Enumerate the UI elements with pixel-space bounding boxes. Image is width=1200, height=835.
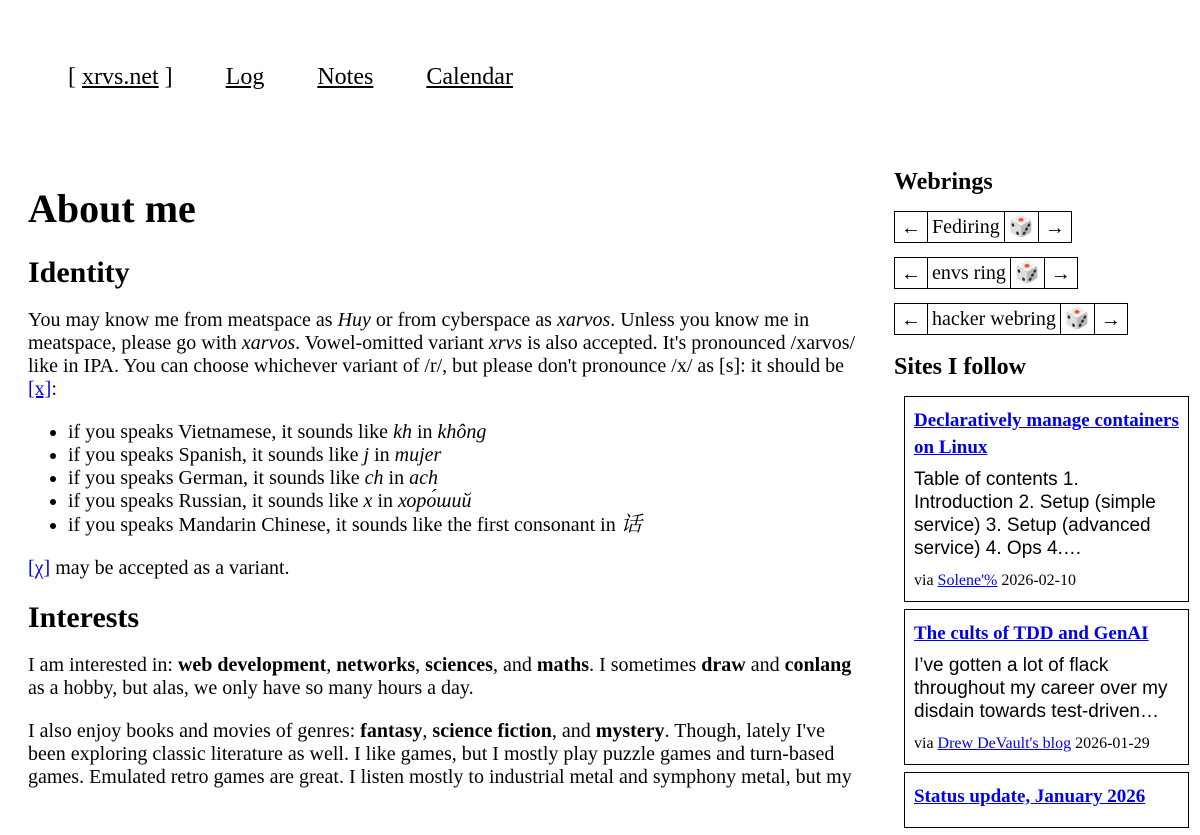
top-navigation [68, 63, 560, 91]
prev-site-button[interactable]: ← [895, 212, 928, 242]
next-site-button[interactable]: → [1100, 309, 1121, 331]
feed-title-link[interactable]: Declaratively manage containers on Linux [914, 410, 1179, 458]
random-site-dice-icon[interactable]: 🎲 [1011, 258, 1045, 288]
feed-source-link[interactable]: Solene'% [937, 572, 998, 589]
feed-date: 2026-01-29 [1075, 735, 1150, 752]
feed-summary: Table of contents 1. Introduction 2. Setup (simple service) 3. Setup (advanced service) 4. Ops 4.… [914, 469, 1156, 559]
variant-paragraph: [χ] may be accepted as a variant. [28, 557, 290, 579]
list-item: • if you speaks German, it sounds like ch in ach [68, 467, 858, 490]
feed-title-link[interactable]: Status update, January 2026 [914, 786, 1146, 807]
list-item: • if you speaks Vietnamese, it sounds like kh in không [68, 421, 858, 444]
sidebar [894, 168, 1194, 835]
nav-link-log[interactable]: Log [225, 64, 265, 90]
webring-envs-ring [894, 257, 1078, 289]
name-xarvos: xarvos [241, 332, 296, 354]
name-xarvos: xarvos [556, 309, 611, 331]
next-site-button[interactable]: → [1050, 263, 1071, 285]
feed-meta: via Solene'% 2026-02-10 [914, 572, 1076, 589]
page-title: About me [28, 186, 196, 231]
genres-paragraph: I also enjoy books and movies of genres: fantasy, science fiction, and mystery. Though, lately I've been exploring classic literature as well. I like games, but I mostly play puzzle games and turn-based games. Emulated retro games are great. I listen mostly to industrial metal and symphony metal, but my [28, 720, 852, 788]
interests-paragraph: I am interested in: web development, networks, sciences, and maths. I sometimes draw and conlang as a hobby, but alas, we only have so many hours a day. [28, 654, 852, 699]
webring-name-link[interactable]: envs ring [928, 258, 1011, 288]
identity-paragraph: You may know me from meatspace as Huy or from cyberspace as xarvos. Unless you know me in meatspace, please go with xarvos. Vowel-omitted variant xrvs is also accepted. It's pronounced /xarvos/ like in IPA. You can choose whichever variant of /r/, but please don't pronounce /x/ as [s]: it should be [x]: [28, 309, 856, 400]
brand-bracket-close: ] [164, 64, 173, 90]
list-item: • if you speaks Russian, it sounds like x in хоро́ший [68, 490, 858, 513]
nav-link-calendar[interactable]: Calendar [426, 64, 513, 90]
ipa-chi-link[interactable]: [χ] [28, 557, 51, 579]
webrings-heading: Webrings [894, 169, 993, 195]
feed-meta: via Drew DeVault's blog 2026-01-29 [914, 735, 1150, 752]
pronunciation-list [28, 421, 858, 537]
feed-date: 2026-02-10 [1001, 572, 1076, 589]
identity-heading: Identity [28, 256, 130, 289]
webring-hacker [894, 303, 1128, 335]
home-link[interactable]: xrvs.net [82, 64, 159, 90]
nav-link-notes[interactable]: Notes [317, 64, 374, 90]
sites-follow-heading: Sites I follow [894, 354, 1026, 380]
random-site-dice-icon[interactable]: 🎲 [1061, 304, 1095, 334]
feed-list [904, 396, 1189, 828]
ipa-x-link[interactable]: [x] [28, 378, 52, 400]
next-site-button[interactable]: → [1044, 217, 1065, 239]
random-site-dice-icon[interactable]: 🎲 [1005, 212, 1039, 242]
list-item: • if you speaks Spanish, it sounds like j in mujer [68, 444, 858, 467]
feed-item [904, 609, 1189, 765]
webring-name-link[interactable]: hacker webring [928, 304, 1061, 334]
main-content [28, 186, 858, 809]
interests-heading: Interests [28, 601, 140, 634]
list-item: • if you speaks Mandarin Chinese, it sounds like the first consonant in 话 [68, 513, 858, 537]
webring-name-link[interactable]: Fediring [928, 212, 1005, 242]
feed-source-link[interactable]: Drew DeVault's blog [937, 735, 1072, 752]
webring-fediring [894, 211, 1072, 243]
feed-item [904, 772, 1189, 828]
name-xrvs: xrvs [488, 332, 523, 354]
site-brand [68, 64, 173, 90]
feed-item [904, 396, 1189, 602]
prev-site-button[interactable]: ← [895, 258, 928, 288]
feed-title-link[interactable]: The cults of TDD and GenAI [914, 623, 1149, 644]
feed-summary: I’ve gotten a lot of flack throughout my career over my disdain towards test-driven… [914, 655, 1168, 722]
brand-bracket-open: [ [68, 64, 76, 90]
prev-site-button[interactable]: ← [895, 304, 928, 334]
name-huy: Huy [337, 309, 371, 331]
